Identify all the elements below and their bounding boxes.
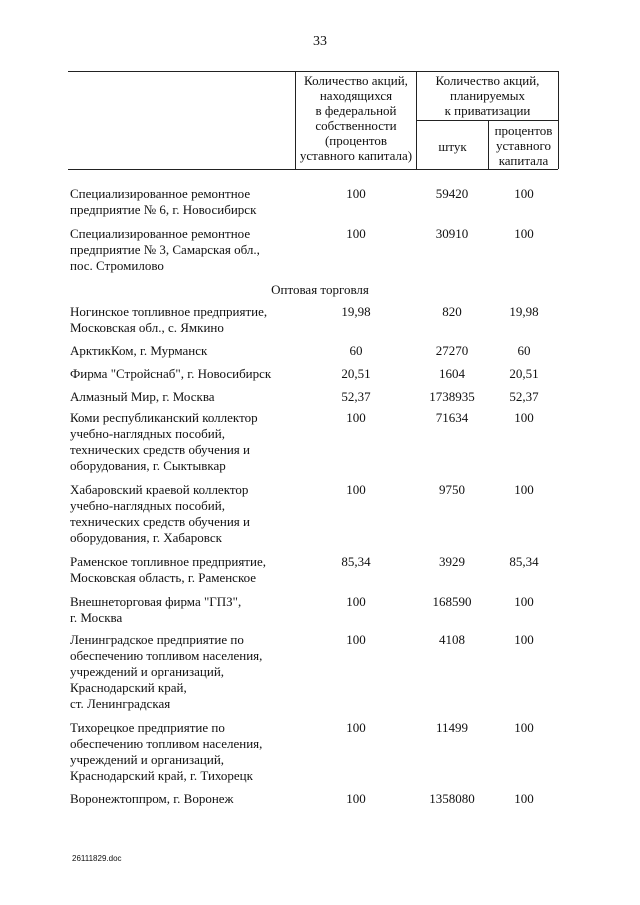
row-name-line: г. Москва	[70, 610, 123, 625]
header-planned-group	[417, 73, 558, 118]
share-count-cell: 27270	[435, 343, 469, 358]
federal-share-cell: 20,51	[341, 366, 371, 381]
share-percent-cell: 20,51	[509, 366, 539, 381]
share-percent-cell: 19,98	[509, 304, 539, 319]
row-name-line: Воронежтоппром, г. Воронеж	[70, 791, 234, 806]
row-name-line: Фирма "Стройснаб", г. Новосибирск	[70, 366, 272, 381]
share-percent-cell: 100	[514, 632, 534, 647]
row-name	[70, 226, 295, 274]
header-line: (процентов	[324, 133, 388, 148]
row-name	[70, 343, 295, 359]
share-percent-cell: 100	[514, 720, 534, 735]
row-name	[70, 304, 295, 336]
row-name-line: учреждений и организаций,	[70, 752, 225, 767]
row-name-line: Специализированное ремонтное	[70, 226, 251, 241]
row-name	[70, 410, 295, 474]
row-name	[70, 482, 295, 546]
row-name-line: предприятие № 3, Самарская обл.,	[70, 242, 260, 257]
share-count-cell: 820	[442, 304, 462, 319]
header-line: капитала	[498, 153, 549, 168]
header-divider-3	[558, 71, 559, 169]
share-percent-cell: 52,37	[509, 389, 539, 404]
row-name-line: учебно-наглядных пособий,	[70, 426, 225, 441]
federal-share-cell: 60	[349, 343, 363, 358]
header-percent	[489, 123, 558, 168]
row-name-line: Ленинградское предприятие по	[70, 632, 244, 647]
row-name-line: технических средств обучения и	[70, 514, 250, 529]
row-name-line: Внешнеторговая фирма "ГПЗ",	[70, 594, 242, 609]
row-name-line: обеспечению топливом населения,	[70, 736, 263, 751]
share-count-cell: 9750	[439, 482, 465, 497]
row-name-line: Московская область, г. Раменское	[70, 570, 257, 585]
page-number: 33	[313, 34, 327, 49]
share-count-cell: 59420	[435, 186, 469, 201]
row-name-line: учреждений и организаций,	[70, 664, 225, 679]
share-count-cell: 11499	[435, 720, 469, 735]
share-percent-cell: 60	[517, 343, 531, 358]
row-name-line: технических средств обучения и	[70, 442, 250, 457]
share-percent-cell: 100	[514, 594, 534, 609]
share-count-cell: 1738935	[429, 389, 475, 404]
header-line: в федеральной	[315, 103, 397, 118]
header-group-rule	[416, 120, 558, 121]
row-name	[70, 366, 295, 382]
share-count-cell: 4108	[439, 632, 465, 647]
row-name	[70, 594, 295, 626]
row-name-line: учебно-наглядных пособий,	[70, 498, 225, 513]
header-federal-share	[296, 73, 416, 163]
federal-share-cell: 100	[346, 410, 366, 425]
section-title: Оптовая торговля	[271, 282, 369, 297]
header-bottom-rule	[68, 169, 558, 170]
row-name-line: Специализированное ремонтное	[70, 186, 251, 201]
row-name-line: АрктикКом, г. Мурманск	[70, 343, 208, 358]
share-count-cell: 1604	[439, 366, 465, 381]
share-percent-cell: 85,34	[509, 554, 539, 569]
row-name-line: ст. Ленинградская	[70, 696, 171, 711]
row-name-line: Коми республиканский коллектор	[70, 410, 258, 425]
row-name	[70, 389, 295, 405]
share-count-cell: 71634	[435, 410, 469, 425]
federal-share-cell: 100	[346, 482, 366, 497]
federal-share-cell: 100	[346, 720, 366, 735]
row-name-line: оборудования, г. Сыктывкар	[70, 458, 226, 473]
share-count-cell: 1358080	[429, 791, 475, 806]
header-line: собственности	[315, 118, 397, 133]
row-name-line: Раменское топливное предприятие,	[70, 554, 266, 569]
federal-share-cell: 85,34	[341, 554, 371, 569]
row-name	[70, 632, 295, 712]
federal-share-cell: 100	[346, 791, 366, 806]
share-percent-cell: 100	[514, 791, 534, 806]
header-line: процентов	[494, 123, 553, 138]
row-name-line: Алмазный Мир, г. Москва	[70, 389, 215, 404]
row-name-line: оборудования, г. Хабаровск	[70, 530, 222, 545]
row-name-line: Краснодарский край, г. Тихорецк	[70, 768, 253, 783]
share-percent-cell: 100	[514, 226, 534, 241]
header-line: находящихся	[319, 88, 393, 103]
row-name-line: предприятие № 6, г. Новосибирск	[70, 202, 257, 217]
document-id: 26111829.doc	[72, 854, 122, 863]
federal-share-cell: 100	[346, 186, 366, 201]
share-count-cell: 30910	[435, 226, 469, 241]
row-name-line: обеспечению топливом населения,	[70, 648, 263, 663]
row-name-line: пос. Стромилово	[70, 258, 164, 273]
share-count-cell: 3929	[439, 554, 465, 569]
federal-share-cell: 52,37	[341, 389, 371, 404]
row-name	[70, 554, 295, 586]
federal-share-cell: 100	[346, 594, 366, 609]
share-percent-cell: 100	[514, 410, 534, 425]
row-name-line: Ногинское топливное предприятие,	[70, 304, 268, 319]
row-name-line: Хабаровский краевой коллектор	[70, 482, 249, 497]
federal-share-cell: 100	[346, 632, 366, 647]
header-line: уставного капитала)	[299, 148, 413, 163]
header-count: штук	[438, 139, 467, 154]
row-name-line: Тихорецкое предприятие по	[70, 720, 225, 735]
share-percent-cell: 100	[514, 186, 534, 201]
share-percent-cell: 100	[514, 482, 534, 497]
share-count-cell: 168590	[432, 594, 472, 609]
header-line: Количество акций,	[304, 73, 408, 88]
row-name	[70, 791, 295, 807]
row-name-line: Московская обл., с. Ямкино	[70, 320, 224, 335]
header-top-rule	[68, 71, 558, 72]
federal-share-cell: 19,98	[341, 304, 371, 319]
header-line: уставного	[496, 138, 551, 153]
header-line: Количество акций,	[435, 73, 540, 88]
row-name	[70, 720, 295, 784]
row-name	[70, 186, 295, 218]
row-name-line: Краснодарский край,	[70, 680, 187, 695]
header-line: планируемых	[449, 88, 526, 103]
federal-share-cell: 100	[346, 226, 366, 241]
header-line: к приватизации	[444, 103, 531, 118]
